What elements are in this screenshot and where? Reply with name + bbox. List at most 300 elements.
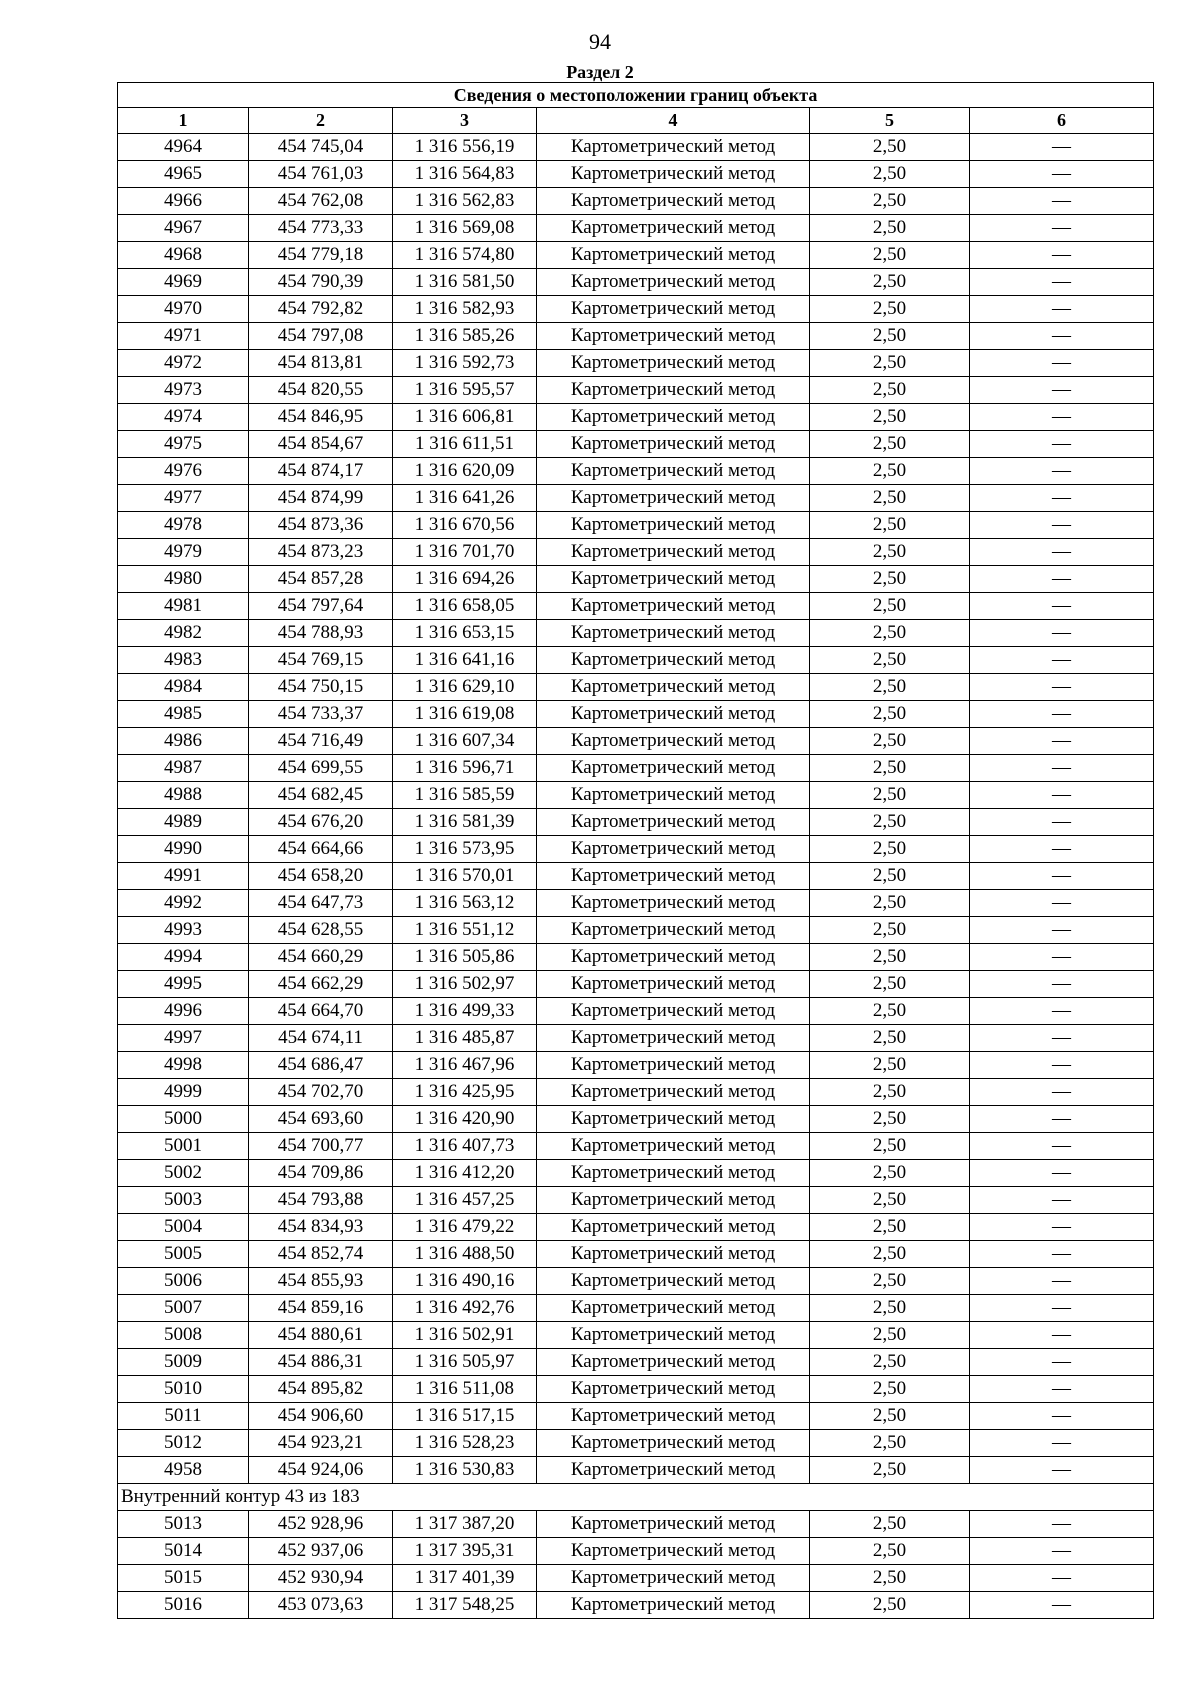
description-cell: — bbox=[970, 458, 1154, 485]
contour-subheading: Внутренний контур 43 из 183 bbox=[118, 1484, 1154, 1511]
accuracy-cell: 2,50 bbox=[810, 1565, 970, 1592]
method-cell: Картометрический метод bbox=[537, 188, 810, 215]
table-row bbox=[118, 1376, 1154, 1403]
point-number-cell: 4998 bbox=[118, 1052, 249, 1079]
y-coordinate-cell: 1 316 595,57 bbox=[393, 377, 537, 404]
accuracy-cell: 2,50 bbox=[810, 134, 970, 161]
table-row bbox=[118, 458, 1154, 485]
y-coordinate-cell: 1 316 573,95 bbox=[393, 836, 537, 863]
table-row bbox=[118, 1295, 1154, 1322]
table-row bbox=[118, 863, 1154, 890]
x-coordinate-cell: 454 792,82 bbox=[249, 296, 393, 323]
point-number-cell: 5008 bbox=[118, 1322, 249, 1349]
point-number-cell: 5000 bbox=[118, 1106, 249, 1133]
description-cell: — bbox=[970, 1025, 1154, 1052]
x-coordinate-cell: 453 073,63 bbox=[249, 1592, 393, 1619]
method-cell: Картометрический метод bbox=[537, 1187, 810, 1214]
x-coordinate-cell: 454 674,11 bbox=[249, 1025, 393, 1052]
accuracy-cell: 2,50 bbox=[810, 1457, 970, 1484]
accuracy-cell: 2,50 bbox=[810, 1511, 970, 1538]
method-cell: Картометрический метод bbox=[537, 350, 810, 377]
description-cell: — bbox=[970, 539, 1154, 566]
point-number-cell: 4985 bbox=[118, 701, 249, 728]
table-row bbox=[118, 1241, 1154, 1268]
accuracy-cell: 2,50 bbox=[810, 1268, 970, 1295]
method-cell: Картометрический метод bbox=[537, 728, 810, 755]
description-cell: — bbox=[970, 755, 1154, 782]
description-cell: — bbox=[970, 593, 1154, 620]
method-cell: Картометрический метод bbox=[537, 782, 810, 809]
x-coordinate-cell: 454 761,03 bbox=[249, 161, 393, 188]
accuracy-cell: 2,50 bbox=[810, 377, 970, 404]
method-cell: Картометрический метод bbox=[537, 215, 810, 242]
y-coordinate-cell: 1 316 641,26 bbox=[393, 485, 537, 512]
x-coordinate-cell: 454 854,67 bbox=[249, 431, 393, 458]
x-coordinate-cell: 454 745,04 bbox=[249, 134, 393, 161]
y-coordinate-cell: 1 317 387,20 bbox=[393, 1511, 537, 1538]
point-number-cell: 4995 bbox=[118, 971, 249, 998]
x-coordinate-cell: 454 793,88 bbox=[249, 1187, 393, 1214]
accuracy-cell: 2,50 bbox=[810, 296, 970, 323]
y-coordinate-cell: 1 316 607,34 bbox=[393, 728, 537, 755]
x-coordinate-cell: 454 859,16 bbox=[249, 1295, 393, 1322]
description-cell: — bbox=[970, 782, 1154, 809]
y-coordinate-cell: 1 316 581,39 bbox=[393, 809, 537, 836]
description-cell: — bbox=[970, 512, 1154, 539]
x-coordinate-cell: 454 628,55 bbox=[249, 917, 393, 944]
y-coordinate-cell: 1 316 620,09 bbox=[393, 458, 537, 485]
point-number-cell: 4977 bbox=[118, 485, 249, 512]
description-cell: — bbox=[970, 1376, 1154, 1403]
x-coordinate-cell: 454 813,81 bbox=[249, 350, 393, 377]
y-coordinate-cell: 1 316 556,19 bbox=[393, 134, 537, 161]
y-coordinate-cell: 1 316 502,97 bbox=[393, 971, 537, 998]
y-coordinate-cell: 1 316 407,73 bbox=[393, 1133, 537, 1160]
description-cell: — bbox=[970, 1214, 1154, 1241]
method-cell: Картометрический метод bbox=[537, 134, 810, 161]
point-number-cell: 4971 bbox=[118, 323, 249, 350]
method-cell: Картометрический метод bbox=[537, 944, 810, 971]
description-cell: — bbox=[970, 134, 1154, 161]
y-coordinate-cell: 1 316 570,01 bbox=[393, 863, 537, 890]
table-row bbox=[118, 323, 1154, 350]
method-cell: Картометрический метод bbox=[537, 971, 810, 998]
point-number-cell: 4996 bbox=[118, 998, 249, 1025]
description-cell: — bbox=[970, 728, 1154, 755]
x-coordinate-cell: 454 716,49 bbox=[249, 728, 393, 755]
x-coordinate-cell: 454 880,61 bbox=[249, 1322, 393, 1349]
x-coordinate-cell: 454 779,18 bbox=[249, 242, 393, 269]
accuracy-cell: 2,50 bbox=[810, 809, 970, 836]
accuracy-cell: 2,50 bbox=[810, 1160, 970, 1187]
point-number-cell: 5009 bbox=[118, 1349, 249, 1376]
point-number-cell: 5013 bbox=[118, 1511, 249, 1538]
point-number-cell: 4990 bbox=[118, 836, 249, 863]
accuracy-cell: 2,50 bbox=[810, 620, 970, 647]
y-coordinate-cell: 1 316 528,23 bbox=[393, 1430, 537, 1457]
description-cell: — bbox=[970, 1430, 1154, 1457]
accuracy-cell: 2,50 bbox=[810, 593, 970, 620]
x-coordinate-cell: 454 733,37 bbox=[249, 701, 393, 728]
contour-subheading-row bbox=[118, 1484, 1154, 1511]
point-number-cell: 5004 bbox=[118, 1214, 249, 1241]
x-coordinate-cell: 454 886,31 bbox=[249, 1349, 393, 1376]
table-row bbox=[118, 728, 1154, 755]
accuracy-cell: 2,50 bbox=[810, 188, 970, 215]
point-number-cell: 5012 bbox=[118, 1430, 249, 1457]
accuracy-cell: 2,50 bbox=[810, 512, 970, 539]
description-cell: — bbox=[970, 674, 1154, 701]
point-number-cell: 5016 bbox=[118, 1592, 249, 1619]
x-coordinate-cell: 454 923,21 bbox=[249, 1430, 393, 1457]
y-coordinate-cell: 1 316 457,25 bbox=[393, 1187, 537, 1214]
method-cell: Картометрический метод bbox=[537, 890, 810, 917]
method-cell: Картометрический метод bbox=[537, 296, 810, 323]
y-coordinate-cell: 1 316 701,70 bbox=[393, 539, 537, 566]
table-row bbox=[118, 1187, 1154, 1214]
table-row bbox=[118, 215, 1154, 242]
description-cell: — bbox=[970, 485, 1154, 512]
y-coordinate-cell: 1 316 511,08 bbox=[393, 1376, 537, 1403]
point-number-cell: 4965 bbox=[118, 161, 249, 188]
description-cell: — bbox=[970, 1565, 1154, 1592]
accuracy-cell: 2,50 bbox=[810, 566, 970, 593]
accuracy-cell: 2,50 bbox=[810, 944, 970, 971]
x-coordinate-cell: 454 682,45 bbox=[249, 782, 393, 809]
description-cell: — bbox=[970, 269, 1154, 296]
point-number-cell: 4970 bbox=[118, 296, 249, 323]
point-number-cell: 4993 bbox=[118, 917, 249, 944]
x-coordinate-cell: 454 797,08 bbox=[249, 323, 393, 350]
y-coordinate-cell: 1 316 585,59 bbox=[393, 782, 537, 809]
table-row bbox=[118, 377, 1154, 404]
method-cell: Картометрический метод bbox=[537, 377, 810, 404]
method-cell: Картометрический метод bbox=[537, 1592, 810, 1619]
table-row bbox=[118, 1133, 1154, 1160]
point-number-cell: 4984 bbox=[118, 674, 249, 701]
method-cell: Картометрический метод bbox=[537, 620, 810, 647]
method-cell: Картометрический метод bbox=[537, 1025, 810, 1052]
description-cell: — bbox=[970, 620, 1154, 647]
point-number-cell: 4976 bbox=[118, 458, 249, 485]
y-coordinate-cell: 1 316 606,81 bbox=[393, 404, 537, 431]
y-coordinate-cell: 1 316 505,97 bbox=[393, 1349, 537, 1376]
description-cell: — bbox=[970, 701, 1154, 728]
accuracy-cell: 2,50 bbox=[810, 674, 970, 701]
table-row bbox=[118, 1079, 1154, 1106]
point-number-cell: 4973 bbox=[118, 377, 249, 404]
y-coordinate-cell: 1 316 592,73 bbox=[393, 350, 537, 377]
description-cell: — bbox=[970, 350, 1154, 377]
method-cell: Картометрический метод bbox=[537, 1403, 810, 1430]
description-cell: — bbox=[970, 863, 1154, 890]
method-cell: Картометрический метод bbox=[537, 1322, 810, 1349]
point-number-cell: 4980 bbox=[118, 566, 249, 593]
point-number-cell: 4999 bbox=[118, 1079, 249, 1106]
accuracy-cell: 2,50 bbox=[810, 431, 970, 458]
y-coordinate-cell: 1 316 420,90 bbox=[393, 1106, 537, 1133]
column-number-3: 3 bbox=[393, 108, 537, 134]
accuracy-cell: 2,50 bbox=[810, 323, 970, 350]
method-cell: Картометрический метод bbox=[537, 1430, 810, 1457]
x-coordinate-cell: 454 676,20 bbox=[249, 809, 393, 836]
x-coordinate-cell: 454 895,82 bbox=[249, 1376, 393, 1403]
point-number-cell: 4969 bbox=[118, 269, 249, 296]
accuracy-cell: 2,50 bbox=[810, 458, 970, 485]
accuracy-cell: 2,50 bbox=[810, 242, 970, 269]
point-number-cell: 4975 bbox=[118, 431, 249, 458]
point-number-cell: 4966 bbox=[118, 188, 249, 215]
description-cell: — bbox=[970, 1457, 1154, 1484]
x-coordinate-cell: 452 930,94 bbox=[249, 1565, 393, 1592]
y-coordinate-cell: 1 316 670,56 bbox=[393, 512, 537, 539]
table-header bbox=[118, 83, 1154, 134]
point-number-cell: 4968 bbox=[118, 242, 249, 269]
method-cell: Картометрический метод bbox=[537, 1106, 810, 1133]
method-cell: Картометрический метод bbox=[537, 1241, 810, 1268]
accuracy-cell: 2,50 bbox=[810, 998, 970, 1025]
description-cell: — bbox=[970, 1052, 1154, 1079]
description-cell: — bbox=[970, 1187, 1154, 1214]
table-row bbox=[118, 1565, 1154, 1592]
method-cell: Картометрический метод bbox=[537, 485, 810, 512]
y-coordinate-cell: 1 316 564,83 bbox=[393, 161, 537, 188]
table-row bbox=[118, 809, 1154, 836]
point-number-cell: 5005 bbox=[118, 1241, 249, 1268]
description-cell: — bbox=[970, 404, 1154, 431]
method-cell: Картометрический метод bbox=[537, 701, 810, 728]
y-coordinate-cell: 1 316 479,22 bbox=[393, 1214, 537, 1241]
table-row bbox=[118, 1160, 1154, 1187]
description-cell: — bbox=[970, 1322, 1154, 1349]
point-number-cell: 4983 bbox=[118, 647, 249, 674]
x-coordinate-cell: 454 664,66 bbox=[249, 836, 393, 863]
description-cell: — bbox=[970, 566, 1154, 593]
point-number-cell: 5006 bbox=[118, 1268, 249, 1295]
x-coordinate-cell: 454 660,29 bbox=[249, 944, 393, 971]
description-cell: — bbox=[970, 890, 1154, 917]
x-coordinate-cell: 454 846,95 bbox=[249, 404, 393, 431]
point-number-cell: 4981 bbox=[118, 593, 249, 620]
method-cell: Картометрический метод bbox=[537, 1457, 810, 1484]
table-row bbox=[118, 1214, 1154, 1241]
description-cell: — bbox=[970, 1160, 1154, 1187]
point-number-cell: 5002 bbox=[118, 1160, 249, 1187]
accuracy-cell: 2,50 bbox=[810, 890, 970, 917]
table-row bbox=[118, 1457, 1154, 1484]
accuracy-cell: 2,50 bbox=[810, 161, 970, 188]
x-coordinate-cell: 454 874,17 bbox=[249, 458, 393, 485]
point-number-cell: 4997 bbox=[118, 1025, 249, 1052]
x-coordinate-cell: 454 702,70 bbox=[249, 1079, 393, 1106]
method-cell: Картометрический метод bbox=[537, 593, 810, 620]
description-cell: — bbox=[970, 809, 1154, 836]
point-number-cell: 5001 bbox=[118, 1133, 249, 1160]
point-number-cell: 4994 bbox=[118, 944, 249, 971]
point-number-cell: 4991 bbox=[118, 863, 249, 890]
x-coordinate-cell: 454 693,60 bbox=[249, 1106, 393, 1133]
accuracy-cell: 2,50 bbox=[810, 1214, 970, 1241]
y-coordinate-cell: 1 316 412,20 bbox=[393, 1160, 537, 1187]
accuracy-cell: 2,50 bbox=[810, 863, 970, 890]
point-number-cell: 4989 bbox=[118, 809, 249, 836]
point-number-cell: 4979 bbox=[118, 539, 249, 566]
accuracy-cell: 2,50 bbox=[810, 1052, 970, 1079]
point-number-cell: 4967 bbox=[118, 215, 249, 242]
table-row bbox=[118, 512, 1154, 539]
page-number: 94 bbox=[589, 29, 611, 54]
method-cell: Картометрический метод bbox=[537, 1565, 810, 1592]
table-row bbox=[118, 1322, 1154, 1349]
y-coordinate-cell: 1 316 425,95 bbox=[393, 1079, 537, 1106]
x-coordinate-cell: 454 790,39 bbox=[249, 269, 393, 296]
table-row bbox=[118, 1106, 1154, 1133]
point-number-cell: 4964 bbox=[118, 134, 249, 161]
method-cell: Картометрический метод bbox=[537, 1349, 810, 1376]
table-row bbox=[118, 647, 1154, 674]
y-coordinate-cell: 1 316 585,26 bbox=[393, 323, 537, 350]
table-row bbox=[118, 782, 1154, 809]
table-row bbox=[118, 539, 1154, 566]
table-row bbox=[118, 1430, 1154, 1457]
accuracy-cell: 2,50 bbox=[810, 1430, 970, 1457]
column-number-2: 2 bbox=[249, 108, 393, 134]
method-cell: Картометрический метод bbox=[537, 323, 810, 350]
y-coordinate-cell: 1 316 502,91 bbox=[393, 1322, 537, 1349]
method-cell: Картометрический метод bbox=[537, 242, 810, 269]
method-cell: Картометрический метод bbox=[537, 566, 810, 593]
point-number-cell: 4988 bbox=[118, 782, 249, 809]
y-coordinate-cell: 1 316 530,83 bbox=[393, 1457, 537, 1484]
point-number-cell: 5011 bbox=[118, 1403, 249, 1430]
column-number-4: 4 bbox=[537, 108, 810, 134]
accuracy-cell: 2,50 bbox=[810, 1106, 970, 1133]
column-number-6: 6 bbox=[970, 108, 1154, 134]
x-coordinate-cell: 454 762,08 bbox=[249, 188, 393, 215]
description-cell: — bbox=[970, 944, 1154, 971]
table-row bbox=[118, 1025, 1154, 1052]
accuracy-cell: 2,50 bbox=[810, 782, 970, 809]
point-number-cell: 4958 bbox=[118, 1457, 249, 1484]
accuracy-cell: 2,50 bbox=[810, 1241, 970, 1268]
table-body bbox=[118, 134, 1154, 1619]
point-number-cell: 4987 bbox=[118, 755, 249, 782]
y-coordinate-cell: 1 316 485,87 bbox=[393, 1025, 537, 1052]
table-row bbox=[118, 593, 1154, 620]
x-coordinate-cell: 454 788,93 bbox=[249, 620, 393, 647]
x-coordinate-cell: 454 820,55 bbox=[249, 377, 393, 404]
table-row bbox=[118, 296, 1154, 323]
y-coordinate-cell: 1 316 517,15 bbox=[393, 1403, 537, 1430]
x-coordinate-cell: 454 873,36 bbox=[249, 512, 393, 539]
accuracy-cell: 2,50 bbox=[810, 1322, 970, 1349]
y-coordinate-cell: 1 316 641,16 bbox=[393, 647, 537, 674]
description-cell: — bbox=[970, 1295, 1154, 1322]
description-cell: — bbox=[970, 242, 1154, 269]
x-coordinate-cell: 454 700,77 bbox=[249, 1133, 393, 1160]
description-cell: — bbox=[970, 161, 1154, 188]
x-coordinate-cell: 454 709,86 bbox=[249, 1160, 393, 1187]
method-cell: Картометрический метод bbox=[537, 836, 810, 863]
description-cell: — bbox=[970, 188, 1154, 215]
method-cell: Картометрический метод bbox=[537, 1160, 810, 1187]
accuracy-cell: 2,50 bbox=[810, 836, 970, 863]
x-coordinate-cell: 454 852,74 bbox=[249, 1241, 393, 1268]
table-row bbox=[118, 404, 1154, 431]
table-row bbox=[118, 242, 1154, 269]
column-number-row bbox=[118, 108, 1154, 134]
y-coordinate-cell: 1 317 395,31 bbox=[393, 1538, 537, 1565]
table-caption: Сведения о местоположении границ объекта bbox=[118, 83, 1154, 108]
y-coordinate-cell: 1 316 562,83 bbox=[393, 188, 537, 215]
x-coordinate-cell: 454 750,15 bbox=[249, 674, 393, 701]
section-title: Раздел 2 bbox=[566, 62, 634, 82]
description-cell: — bbox=[970, 431, 1154, 458]
x-coordinate-cell: 454 662,29 bbox=[249, 971, 393, 998]
method-cell: Картометрический метод bbox=[537, 674, 810, 701]
accuracy-cell: 2,50 bbox=[810, 404, 970, 431]
description-cell: — bbox=[970, 971, 1154, 998]
method-cell: Картометрический метод bbox=[537, 998, 810, 1025]
accuracy-cell: 2,50 bbox=[810, 1538, 970, 1565]
accuracy-cell: 2,50 bbox=[810, 755, 970, 782]
x-coordinate-cell: 454 664,70 bbox=[249, 998, 393, 1025]
y-coordinate-cell: 1 316 467,96 bbox=[393, 1052, 537, 1079]
x-coordinate-cell: 454 797,64 bbox=[249, 593, 393, 620]
table-row bbox=[118, 188, 1154, 215]
table-row bbox=[118, 1511, 1154, 1538]
y-coordinate-cell: 1 317 401,39 bbox=[393, 1565, 537, 1592]
description-cell: — bbox=[970, 647, 1154, 674]
method-cell: Картометрический метод bbox=[537, 458, 810, 485]
accuracy-cell: 2,50 bbox=[810, 647, 970, 674]
table-row bbox=[118, 620, 1154, 647]
accuracy-cell: 2,50 bbox=[810, 350, 970, 377]
x-coordinate-cell: 454 647,73 bbox=[249, 890, 393, 917]
method-cell: Картометрический метод bbox=[537, 512, 810, 539]
method-cell: Картометрический метод bbox=[537, 431, 810, 458]
x-coordinate-cell: 454 874,99 bbox=[249, 485, 393, 512]
description-cell: — bbox=[970, 1511, 1154, 1538]
accuracy-cell: 2,50 bbox=[810, 1376, 970, 1403]
description-cell: — bbox=[970, 917, 1154, 944]
point-number-cell: 4972 bbox=[118, 350, 249, 377]
table-row bbox=[118, 674, 1154, 701]
x-coordinate-cell: 454 769,15 bbox=[249, 647, 393, 674]
y-coordinate-cell: 1 316 653,15 bbox=[393, 620, 537, 647]
x-coordinate-cell: 454 773,33 bbox=[249, 215, 393, 242]
table-row bbox=[118, 836, 1154, 863]
method-cell: Картометрический метод bbox=[537, 917, 810, 944]
accuracy-cell: 2,50 bbox=[810, 1403, 970, 1430]
description-cell: — bbox=[970, 1268, 1154, 1295]
x-coordinate-cell: 454 855,93 bbox=[249, 1268, 393, 1295]
accuracy-cell: 2,50 bbox=[810, 1079, 970, 1106]
point-number-cell: 5010 bbox=[118, 1376, 249, 1403]
y-coordinate-cell: 1 316 574,80 bbox=[393, 242, 537, 269]
description-cell: — bbox=[970, 323, 1154, 350]
point-number-cell: 4992 bbox=[118, 890, 249, 917]
table-row bbox=[118, 350, 1154, 377]
table-row bbox=[118, 269, 1154, 296]
description-cell: — bbox=[970, 1241, 1154, 1268]
method-cell: Картометрический метод bbox=[537, 1268, 810, 1295]
column-number-5: 5 bbox=[810, 108, 970, 134]
method-cell: Картометрический метод bbox=[537, 1376, 810, 1403]
description-cell: — bbox=[970, 1592, 1154, 1619]
table-row bbox=[118, 1268, 1154, 1295]
x-coordinate-cell: 454 857,28 bbox=[249, 566, 393, 593]
